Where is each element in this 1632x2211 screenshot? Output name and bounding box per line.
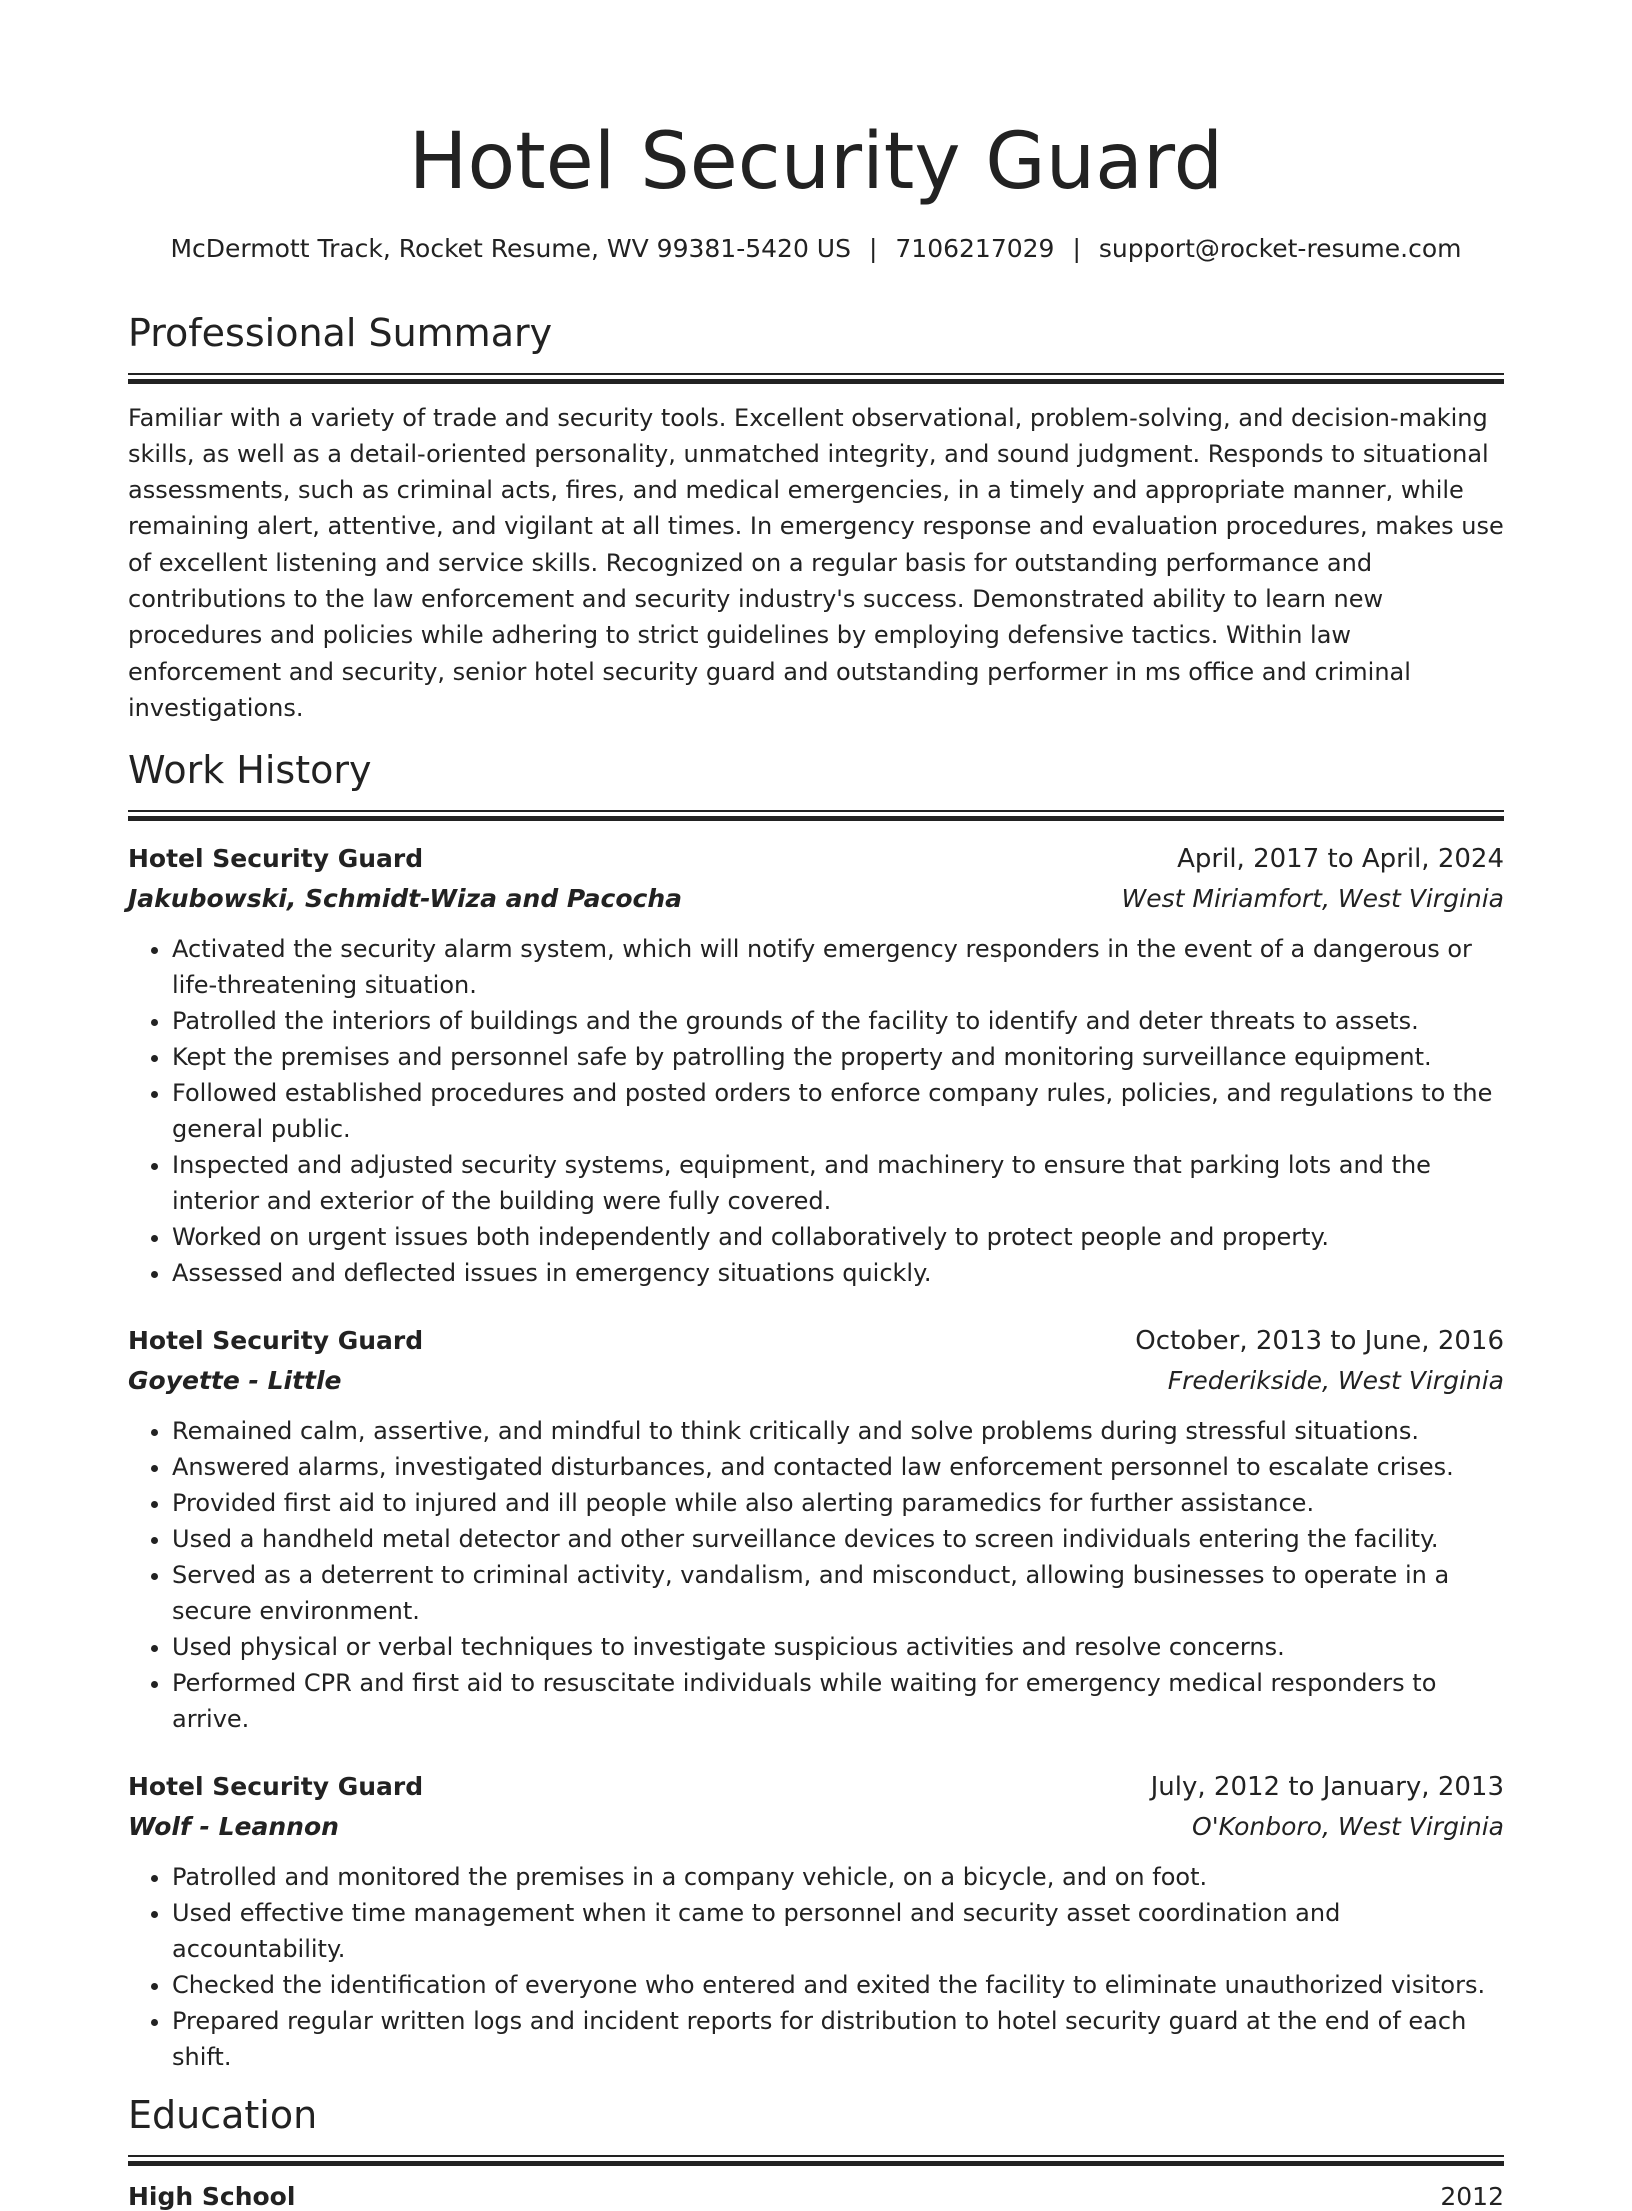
- job-bullet: • Used physical or verbal techniques to investigate suspicious activities and resolve concerns.: [172, 1629, 1504, 1665]
- work-history-section: [128, 750, 1504, 2075]
- job-entry: [128, 839, 1504, 1291]
- contact-line: [128, 234, 1504, 263]
- job-location: O'Konboro, West Virginia: [1192, 1812, 1504, 1842]
- job-company: Wolf - Leannon: [128, 1812, 339, 1842]
- job-bullet: • Prepared regular written logs and incident reports for distribution to hotel security guard at the end of each shift.: [172, 2003, 1504, 2075]
- job-bullet: • Checked the identification of everyone who entered and exited the facility to eliminate unauthorized visitors.: [172, 1967, 1504, 2003]
- job-list: [128, 839, 1504, 2075]
- job-bullet: • Kept the premises and personnel safe by patrolling the property and monitoring surveillance equipment.: [172, 1039, 1504, 1075]
- job-bullet: • Performed CPR and first aid to resuscitate individuals while waiting for emergency medical responders to arrive.: [172, 1665, 1504, 1737]
- contact-separator: |: [1072, 233, 1081, 263]
- job-bullet: • Patrolled and monitored the premises in a company vehicle, on a bicycle, and on foot.: [172, 1859, 1504, 1895]
- job-location: Frederikside, West Virginia: [1167, 1366, 1504, 1396]
- job-entry: [128, 1321, 1504, 1737]
- section-title-summary: Professional Summary: [128, 310, 553, 355]
- job-bullet: • Answered alarms, investigated disturbances, and contacted law enforcement personnel to escalate crises.: [172, 1449, 1504, 1485]
- section-divider: [128, 2155, 1504, 2166]
- job-bullet: • Used a handheld metal detector and other surveillance devices to screen individuals entering the facility.: [172, 1521, 1504, 1557]
- education-section: [128, 2095, 1504, 2211]
- section-title-work-history: Work History: [128, 748, 372, 793]
- job-bullet-list: [128, 931, 1504, 1291]
- contact-phone: 7106217029: [895, 233, 1055, 263]
- job-company: Goyette - Little: [128, 1366, 342, 1396]
- contact-separator: |: [868, 233, 878, 263]
- job-dates: July, 2012 to January, 2013: [1150, 1772, 1504, 1803]
- job-bullet: • Followed established procedures and posted orders to enforce company rules, policies, and regulations to the general public.: [172, 1075, 1504, 1147]
- job-title-row: [128, 1321, 1504, 1361]
- summary-text: Familiar with a variety of trade and security tools. Excellent observational, problem-solving, and decision-making skills, as well as a detail-oriented personality, unmatched integrity, and sound judgment. Responds to situational assessments, such as criminal acts, fires, and medical emergencies, in a timely and appropriate manner, while remaining alert, attentive, and vigilant at all times. In emergency response and evaluation procedures, makes use of excellent listening and service skills. Recognized on a regular basis for outstanding performance and contributions to the law enforcement and security industry's success. Demonstrated ability to learn new procedures and policies while adhering to strict guidelines by employing defensive tactics. Within law enforcement and security, senior hotel security guard and outstanding performer in ms office and criminal investigations.: [128, 403, 1504, 722]
- job-title: Hotel Security Guard: [128, 1772, 424, 1802]
- job-company-row: [128, 879, 1504, 919]
- contact-email: support@rocket-resume.com: [1098, 233, 1462, 263]
- education-year: 2012: [1440, 2181, 1504, 2211]
- job-bullet-list: [128, 1859, 1504, 2075]
- job-bullet: • Served as a deterrent to criminal activity, vandalism, and misconduct, allowing businesses to operate in a secure environment.: [172, 1557, 1504, 1629]
- job-bullet: • Provided first aid to injured and ill people while also alerting paramedics for further assistance.: [172, 1485, 1504, 1521]
- education-entry: [128, 2182, 1504, 2211]
- section-title-education: Education: [128, 2093, 318, 2138]
- education-degree: High School: [128, 2181, 296, 2211]
- job-dates: October, 2013 to June, 2016: [1135, 1326, 1504, 1357]
- job-bullet: • Patrolled the interiors of buildings and the grounds of the facility to identify and deter threats to assets.: [172, 1003, 1504, 1039]
- job-bullet: • Inspected and adjusted security systems, equipment, and machinery to ensure that parking lots and the interior and exterior of the building were fully covered.: [172, 1147, 1504, 1219]
- section-divider: [128, 373, 1504, 384]
- job-bullet: • Assessed and deflected issues in emergency situations quickly.: [172, 1255, 1504, 1291]
- education-list: [128, 2182, 1504, 2211]
- job-title: Hotel Security Guard: [128, 1326, 424, 1356]
- job-bullet: • Activated the security alarm system, which will notify emergency responders in the event of a dangerous or life-threatening situation.: [172, 931, 1504, 1003]
- contact-address: McDermott Track, Rocket Resume, WV 99381-5420 US: [170, 233, 851, 263]
- job-bullet: • Worked on urgent issues both independently and collaboratively to protect people and property.: [172, 1219, 1504, 1255]
- job-bullet-list: [128, 1413, 1504, 1737]
- job-company-row: [128, 1361, 1504, 1401]
- job-title-row: [128, 1767, 1504, 1807]
- job-title: Hotel Security Guard: [128, 844, 424, 874]
- job-dates: April, 2017 to April, 2024: [1177, 844, 1504, 875]
- job-bullet: • Remained calm, assertive, and mindful to think critically and solve problems during stressful situations.: [172, 1413, 1504, 1449]
- job-bullet: • Used effective time management when it came to personnel and security asset coordination and accountability.: [172, 1895, 1504, 1967]
- job-location: West Miriamfort, West Virginia: [1121, 884, 1504, 914]
- job-entry: [128, 1767, 1504, 2075]
- job-company: Jakubowski, Schmidt-Wiza and Pacocha: [128, 884, 682, 914]
- candidate-name: Hotel Security Guard: [408, 117, 1224, 207]
- section-divider: [128, 810, 1504, 821]
- job-title-row: [128, 839, 1504, 879]
- summary-section: [128, 310, 1504, 726]
- job-company-row: [128, 1807, 1504, 1847]
